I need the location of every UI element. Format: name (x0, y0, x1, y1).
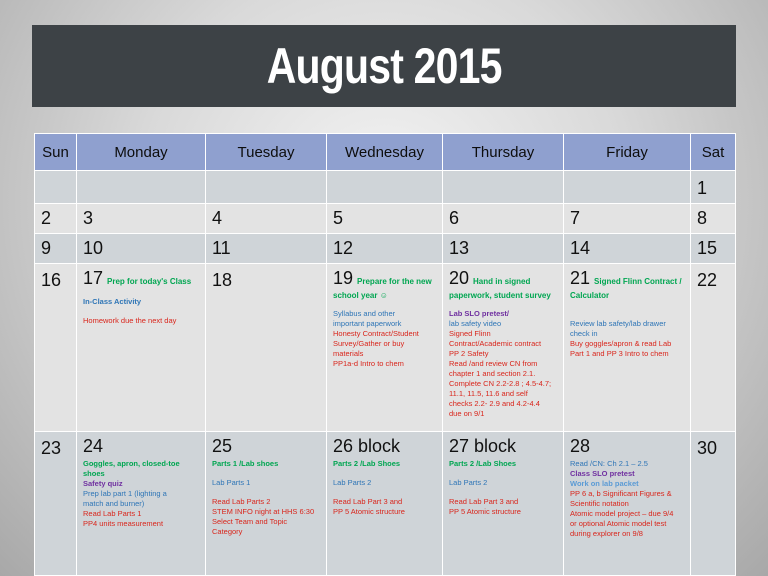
note-line: Buy goggles/apron & read Lab (570, 339, 672, 348)
note-line: Syllabus and other (333, 309, 396, 318)
day-number: 9 (41, 238, 52, 258)
day-cell-9 (35, 234, 77, 264)
day-number: 25 (212, 436, 233, 456)
day-number: 1 (697, 178, 708, 198)
day-cell-17 (77, 264, 206, 432)
empty-day-cell (35, 171, 77, 204)
note-line: Lab Parts 1 (212, 478, 251, 487)
note-line: lab safety video (449, 319, 502, 328)
note-line: Lab Parts 2 (449, 478, 488, 487)
day-header-sun: Sun (35, 134, 77, 171)
day-cell-3 (77, 204, 206, 234)
note-line: Lab Parts 2 (333, 478, 372, 487)
note-line: Read Lab Part 3 and (333, 497, 403, 506)
day-notes (77, 288, 205, 326)
note-line: Prep lab part 1 (lighting a (83, 489, 167, 498)
day-cell-20 (443, 264, 564, 432)
day-cell-23 (35, 432, 77, 576)
day-cell-4 (206, 204, 327, 234)
day-number: 11 (212, 238, 231, 258)
day-cell-2 (35, 204, 77, 234)
day-cell-12 (327, 234, 443, 264)
note-line: Goggles, apron, closed-toe (83, 459, 180, 468)
note-line: Read Lab Parts 1 (83, 509, 142, 518)
day-notes (443, 456, 563, 517)
day-number: 16 (41, 270, 62, 290)
day-header-line (443, 264, 563, 288)
note-line: Review lab safety/lab drawer (570, 319, 666, 328)
day-notes (564, 456, 690, 539)
day-header-line (206, 432, 326, 456)
day-number: 26 block (333, 436, 401, 456)
day-number: 28 (570, 436, 591, 456)
day-notes (206, 456, 326, 537)
week-row-1 (35, 171, 736, 204)
note-line: Complete CN 2.2-2.8 ; 4.5-4.7; (449, 379, 552, 388)
note-line: due on 9/1 (449, 409, 485, 418)
day-cell-7 (564, 204, 691, 234)
day-title: Hand in signed (473, 277, 531, 286)
day-cell-27 (443, 432, 564, 576)
day-cell-16 (35, 264, 77, 432)
note-line: Signed Flinn (449, 329, 491, 338)
day-number: 23 (41, 438, 62, 458)
note-line: PP 6 a, b Significant Figures & (570, 489, 672, 498)
day-number: 3 (83, 208, 94, 228)
note-line: Survey/Gather or buy (333, 339, 405, 348)
note-line: shoes (83, 469, 105, 478)
day-header-friday: Friday (564, 134, 691, 171)
day-header-row (35, 134, 736, 171)
note-line: or optional Atomic model test (570, 519, 667, 528)
note-line: Parts 2 /Lab Shoes (449, 459, 517, 468)
day-number: 2 (41, 208, 52, 228)
note-line: Read Lab Parts 2 (212, 497, 271, 506)
day-header-wednesday: Wednesday (327, 134, 443, 171)
day-number: 14 (570, 238, 591, 258)
note-line: PP 5 Atomic structure (449, 507, 521, 516)
note-line: Parts 2 /Lab Shoes (333, 459, 401, 468)
note-line: Read /and review CN from (449, 359, 538, 368)
day-cell-19 (327, 264, 443, 432)
day-header-line (327, 432, 442, 456)
empty-day-cell (443, 171, 564, 204)
note-line: PP1a-d Intro to chem (333, 359, 404, 368)
day-number: 8 (697, 208, 708, 228)
day-cell-30 (691, 432, 736, 576)
day-cell-22 (691, 264, 736, 432)
note-line: match and burner) (83, 499, 145, 508)
note-line: materials (333, 349, 364, 358)
day-cell-25 (206, 432, 327, 576)
note-line: Contract/Academic contract (449, 339, 542, 348)
note-line: important paperwork (333, 319, 402, 328)
day-cell-1 (691, 171, 736, 204)
note-line: checks 2.2- 2.9 and 4.2-4.4 (449, 399, 540, 408)
day-number: 30 (697, 438, 718, 458)
note-line: Work on lab packet (570, 479, 639, 488)
day-header-line (77, 264, 205, 288)
day-number: 5 (333, 208, 344, 228)
note-line: In-Class Activity (83, 297, 142, 306)
day-title: Prep for today's Class (107, 277, 192, 286)
day-number: 10 (83, 238, 104, 258)
day-header-line (564, 264, 690, 288)
day-cell-28 (564, 432, 691, 576)
week-row-3 (35, 234, 736, 264)
day-cell-15 (691, 234, 736, 264)
day-number: 13 (449, 238, 470, 258)
note-line: PP4 units measurement (83, 519, 164, 528)
day-cell-5 (327, 204, 443, 234)
day-number: 12 (333, 238, 354, 258)
day-notes (564, 301, 690, 359)
day-cell-8 (691, 204, 736, 234)
day-number: 22 (697, 270, 718, 290)
day-cell-18 (206, 264, 327, 432)
day-number: 20 (449, 268, 470, 288)
note-line: PP 5 Atomic structure (333, 507, 405, 516)
day-notes (443, 301, 563, 419)
day-header-thursday: Thursday (443, 134, 564, 171)
day-header-line (443, 432, 563, 456)
note-line: Safety quiz (83, 479, 123, 488)
day-cell-10 (77, 234, 206, 264)
week-row-2 (35, 204, 736, 234)
day-cell-6 (443, 204, 564, 234)
day-header-monday: Monday (77, 134, 206, 171)
day-number: 19 (333, 268, 354, 288)
day-number: 18 (212, 270, 233, 290)
note-line: Read /CN: Ch 2.1 – 2.5 (570, 459, 648, 468)
note-line: PP 2 Safety (449, 349, 489, 358)
note-line: Select Team and Topic (212, 517, 288, 526)
day-cell-26 (327, 432, 443, 576)
day-number: 4 (212, 208, 223, 228)
note-line: STEM INFO night at HHS 6:30 (212, 507, 315, 516)
day-notes (77, 456, 205, 529)
empty-day-cell (327, 171, 443, 204)
day-number: 15 (697, 238, 718, 258)
note-line: Read Lab Part 3 and (449, 497, 519, 506)
day-cell-21 (564, 264, 691, 432)
day-header-tuesday: Tuesday (206, 134, 327, 171)
day-number: 17 (83, 268, 104, 288)
note-line: check in (570, 329, 598, 338)
note-line: Class SLO pretest (570, 469, 635, 478)
day-header-line (77, 432, 205, 456)
day-header-line (564, 432, 690, 456)
day-header-line (327, 264, 442, 288)
calendar-grid (34, 133, 736, 576)
note-line: Scientific notation (570, 499, 629, 508)
title-bar (32, 25, 736, 107)
note-line: Lab SLO pretest/ (449, 309, 510, 318)
day-cell-11 (206, 234, 327, 264)
note-line: Parts 1 /Lab shoes (212, 459, 279, 468)
empty-day-cell (564, 171, 691, 204)
day-notes (327, 456, 442, 517)
day-title-continued: school year ☺ (333, 291, 388, 300)
day-title: Prepare for the new (357, 277, 432, 286)
day-cell-14 (564, 234, 691, 264)
note-line: Honesty Contract/Student (333, 329, 419, 338)
note-line: Category (212, 527, 243, 536)
empty-day-cell (206, 171, 327, 204)
empty-day-cell (77, 171, 206, 204)
day-title-continued: Calculator (570, 291, 610, 300)
week-row-5 (35, 432, 736, 576)
page-title: August 2015 (266, 38, 502, 94)
note-line: chapter 1 and section 2.1. (449, 369, 536, 378)
note-line: during explorer on 9/8 (570, 529, 643, 538)
day-cell-24 (77, 432, 206, 576)
day-number: 27 block (449, 436, 517, 456)
note-line: Atomic model project – due 9/4 (570, 509, 674, 518)
day-number: 21 (570, 268, 591, 288)
day-title-continued: paperwork, student survey (449, 291, 551, 300)
day-header-sat: Sat (691, 134, 736, 171)
day-number: 7 (570, 208, 581, 228)
day-title: Signed Flinn Contract / (594, 277, 682, 286)
day-cell-13 (443, 234, 564, 264)
day-number: 24 (83, 436, 104, 456)
note-line: 11.1, 11.5, 11.6 and self (449, 389, 528, 398)
day-notes (327, 301, 442, 369)
week-row-4 (35, 264, 736, 432)
note-line: Part 1 and PP 3 Intro to chem (570, 349, 669, 358)
day-number: 6 (449, 208, 460, 228)
note-line: Homework due the next day (83, 316, 177, 325)
